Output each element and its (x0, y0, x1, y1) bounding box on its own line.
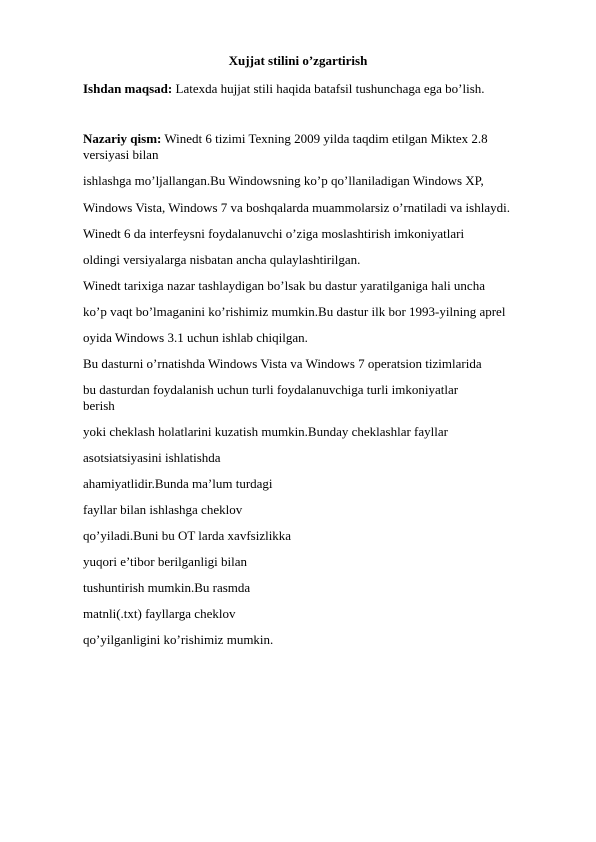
text-line: oyida Windows 3.1 uchun ishlab chiqilgan. (83, 330, 308, 345)
text-line: Bu dasturni o’rnatishda Windows Vista va Windows 7 operatsion tizimlarida (83, 356, 482, 371)
text-line: ko’p vaqt bo’lmaganini ko’rishimiz mumkin.Bu dastur ilk bor 1993-yilning aprel (83, 304, 506, 319)
theory-first-text: Winedt 6 tizimi Texning 2009 yilda taqdim etilgan Miktex 2.8 (161, 131, 488, 146)
theory-label: Nazariy qism: (83, 131, 162, 146)
goal-label: Ishdan maqsad: (83, 81, 173, 96)
text-line: ahamiyatlidir.Bunda ma’lum turdagi (83, 476, 273, 491)
text-line: tushuntirish mumkin.Bu rasmda (83, 580, 251, 595)
document-title: Xujjat stilini o’zgartirish (228, 53, 368, 68)
text-line: Winedt 6 da interfeysni foydalanuvchi o’ziga moslashtirish imkoniyatlari (83, 226, 465, 241)
goal-text: Latexda hujjat stili haqida batafsil tushunchaga ega bo’lish. (172, 81, 485, 96)
theory-first-line (83, 131, 488, 147)
text-line: qo’yiladi.Buni bu OT larda xavfsizlikka (83, 528, 292, 543)
text-line: Winedt tarixiga nazar tashlaydigan bo’lsak bu dastur yaratilganiga hali uncha (83, 278, 485, 293)
text-line: Windows Vista, Windows 7 va boshqalarda muammolarsiz o’rnatiladi va ishlaydi. (83, 200, 510, 215)
text-line: fayllar bilan ishlashga cheklov (83, 502, 243, 517)
text-line: oldingi versiyalarga nisbatan ancha qulaylashtirilgan. (83, 252, 361, 267)
text-line: ishlashga mo’ljallangan.Bu Windowsning ko’p qo’llaniladigan Windows XP, (83, 173, 484, 188)
text-line: berish (83, 398, 115, 413)
text-line: matnli(.txt) fayllarga cheklov (83, 606, 236, 621)
text-line: qo’yilganligini ko’rishimiz mumkin. (83, 632, 274, 647)
text-line: yuqori e’tibor berilganligi bilan (83, 554, 248, 569)
text-line: bu dasturdan foydalanish uchun turli foydalanuvchiga turli imkoniyatlar (83, 382, 459, 397)
goal-paragraph (83, 81, 485, 97)
text-line: asotsiatsiyasini ishlatishda (83, 450, 221, 465)
text-line: versiyasi bilan (83, 147, 159, 162)
text-line: yoki cheklash holatlarini kuzatish mumkin.Bunday cheklashlar fayllar (83, 424, 448, 439)
